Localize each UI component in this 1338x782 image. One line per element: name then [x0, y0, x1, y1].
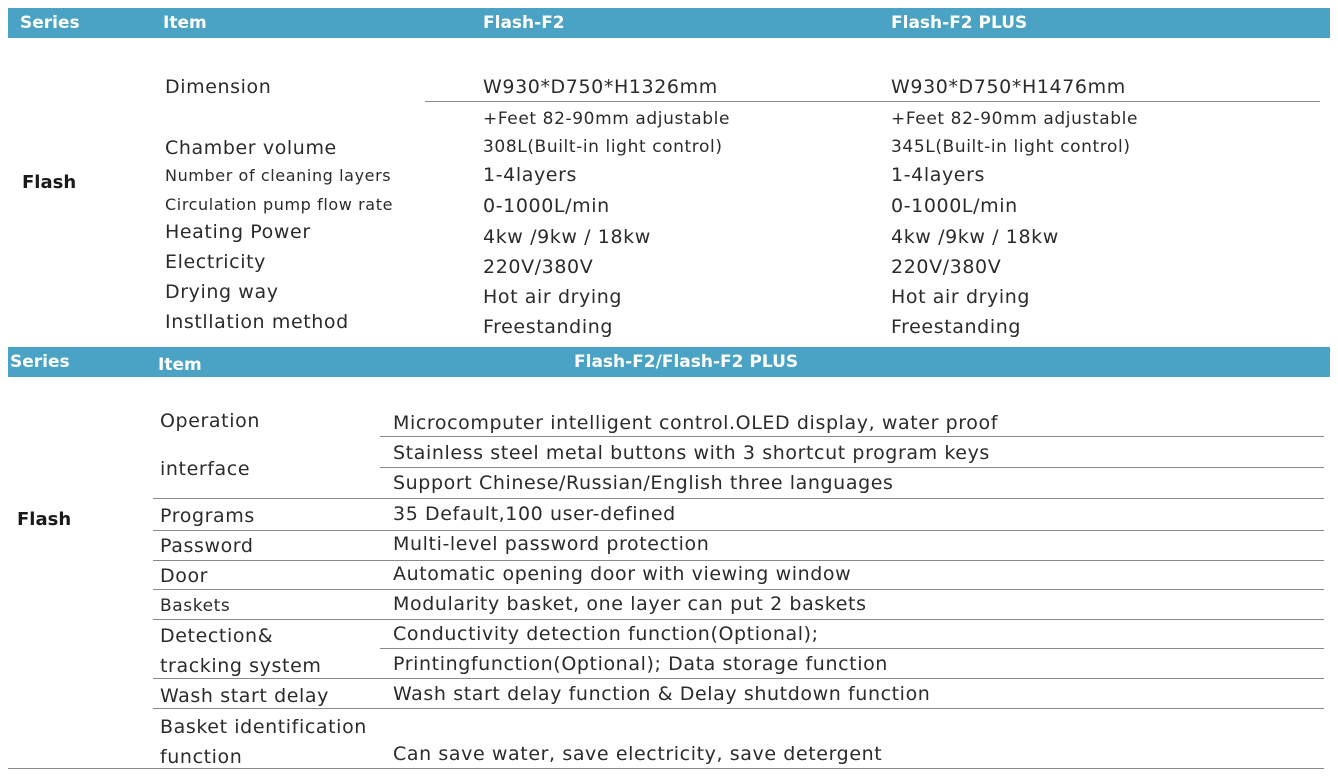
row-value-f2: Hot air drying [483, 286, 623, 308]
header-series: Series [10, 352, 70, 372]
divider [380, 436, 1324, 437]
row-value-f2: +Feet 82-90mm adjustable [483, 109, 731, 129]
divider [153, 589, 1324, 590]
spec-value: Conductivity detection function(Optional); [393, 623, 819, 645]
header-item: Item [158, 355, 202, 375]
header-flash-f2-plus: Flash-F2 PLUS [891, 13, 1028, 33]
divider [425, 101, 1320, 102]
row-value-f2plus: 220V/380V [891, 256, 1002, 278]
spec-value: Microcomputer intelligent control.OLED display, water proof [393, 412, 999, 434]
header-flash-f2-combined: Flash-F2/Flash-F2 PLUS [574, 352, 799, 372]
row-value-f2plus: 1-4layers [891, 164, 985, 186]
spec-value: Multi-level password protection [393, 533, 710, 555]
row-value-f2: W930*D750*H1326mm [483, 76, 718, 98]
row-item: Electricity [165, 251, 266, 273]
spec-value: Support Chinese/Russian/English three languages [393, 472, 894, 494]
divider [153, 498, 1324, 499]
row-value-f2: Freestanding [483, 316, 613, 338]
spec-value: Stainless steel metal buttons with 3 shortcut program keys [393, 442, 990, 464]
spec-value: Printingfunction(Optional); Data storage function [393, 653, 888, 675]
row-value-f2: 4kw /9kw / 18kw [483, 226, 651, 248]
row-value-f2plus: 4kw /9kw / 18kw [891, 226, 1059, 248]
row-value-f2: 220V/380V [483, 256, 594, 278]
table2-series-name: Flash [17, 509, 72, 530]
row-item: Circulation pump flow rate [165, 195, 394, 214]
header-item: Item [163, 13, 207, 33]
item-label: tracking system [160, 655, 322, 677]
row-item: Number of cleaning layers [165, 166, 392, 185]
header-flash-f2: Flash-F2 [483, 13, 565, 33]
row-value-f2plus: +Feet 82-90mm adjustable [891, 109, 1139, 129]
divider [153, 560, 1324, 561]
table1-series-name: Flash [22, 172, 77, 193]
row-item: Drying way [165, 281, 279, 303]
row-item: Chamber volume [165, 137, 337, 159]
row-value-f2plus: W930*D750*H1476mm [891, 76, 1126, 98]
divider [153, 619, 1324, 620]
spec-value: Modularity basket, one layer can put 2 baskets [393, 593, 867, 615]
item-label: Baskets [160, 596, 231, 616]
item-label: Door [160, 565, 209, 587]
divider [153, 678, 1324, 679]
spec-value: Can save water, save electricity, save detergent [393, 743, 883, 765]
row-value-f2: 1-4layers [483, 164, 577, 186]
row-value-f2: 308L(Built-in light control) [483, 137, 723, 157]
item-label: Wash start delay [160, 685, 330, 707]
item-label: interface [160, 458, 251, 480]
divider [380, 648, 1324, 649]
item-label: Basket identification [160, 716, 367, 738]
row-value-f2plus: Hot air drying [891, 286, 1031, 308]
table1-header [8, 8, 1330, 38]
spec-value: Automatic opening door with viewing window [393, 563, 852, 585]
divider [8, 768, 1324, 769]
row-value-f2plus: 0-1000L/min [891, 195, 1018, 217]
spec-value: Wash start delay function & Delay shutdown function [393, 683, 931, 705]
row-item: Heating Power [165, 221, 311, 243]
row-value-f2: 0-1000L/min [483, 195, 610, 217]
item-label: Programs [160, 505, 255, 527]
divider [153, 708, 1324, 709]
item-label: Detection& [160, 625, 274, 647]
row-value-f2plus: 345L(Built-in light control) [891, 137, 1131, 157]
table2-header [8, 347, 1330, 377]
spec-value: 35 Default,100 user-defined [393, 503, 676, 525]
item-label: function [160, 746, 243, 768]
item-label: Password [160, 535, 254, 557]
row-item: Dimension [165, 76, 272, 98]
divider [153, 530, 1324, 531]
divider [380, 467, 1324, 468]
header-series: Series [20, 13, 80, 33]
item-label: Operation [160, 410, 260, 432]
row-value-f2plus: Freestanding [891, 316, 1021, 338]
row-item: Instllation method [165, 311, 349, 333]
